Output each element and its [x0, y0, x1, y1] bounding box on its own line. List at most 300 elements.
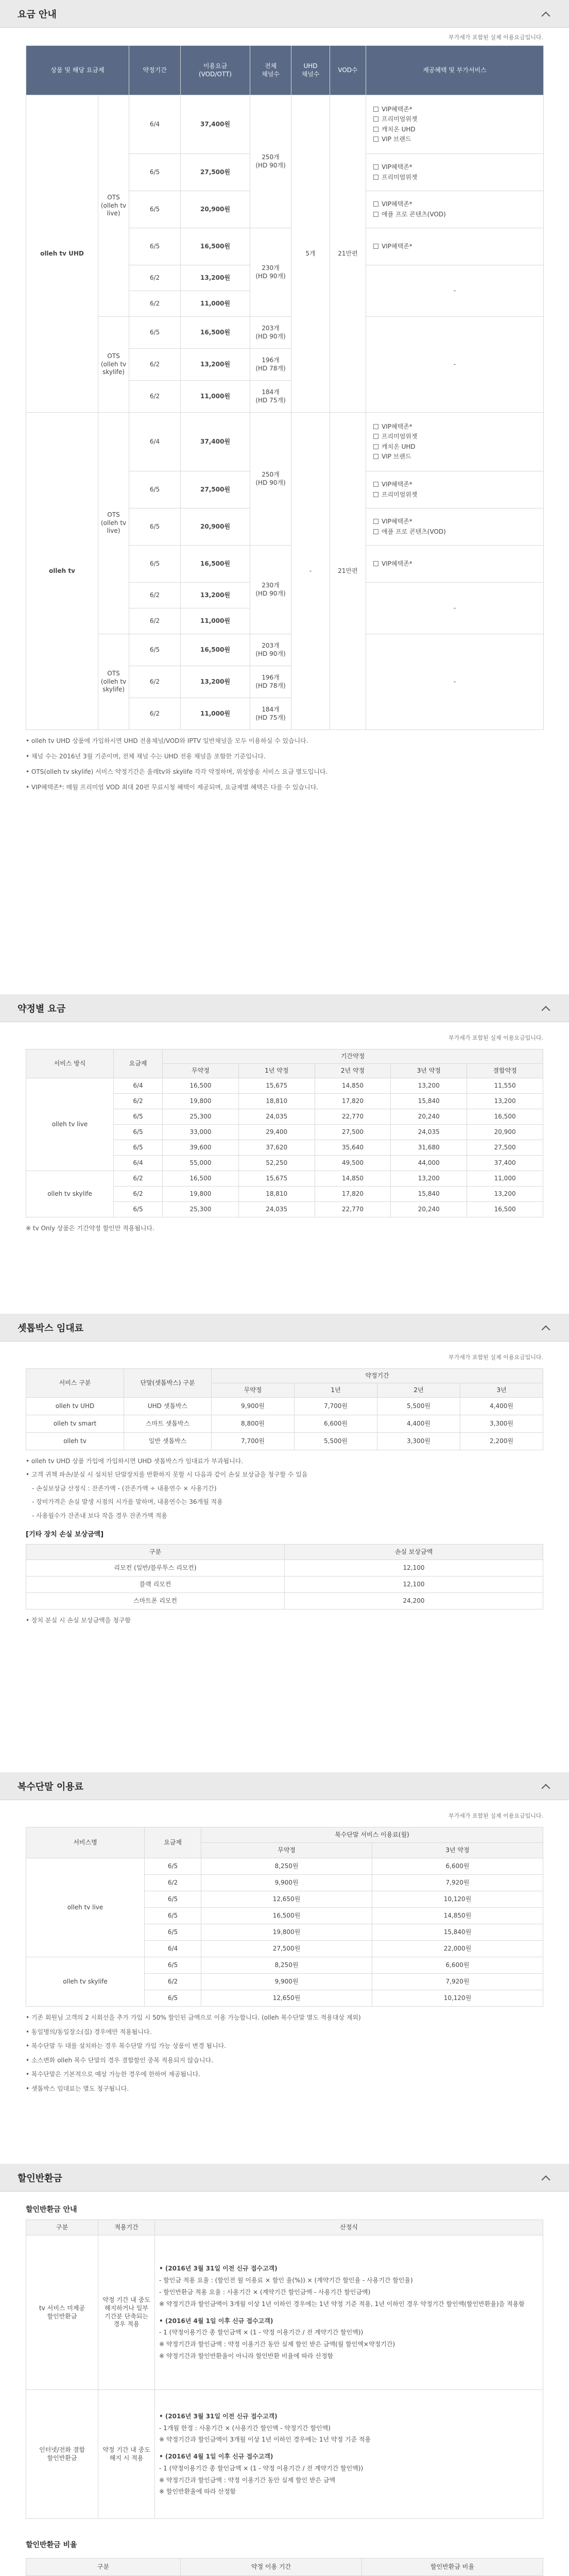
checkbox-icon: [373, 482, 378, 487]
fee-cell: 20,900원: [181, 191, 250, 228]
note-line: • 동일명의/동일장소(집) 경우에만 적용됩니다.: [26, 2028, 152, 2036]
table-cell: 9,900원: [201, 1974, 372, 1990]
channel-cell: 184개 (HD 75개): [250, 698, 291, 730]
checkbox-icon: [373, 424, 378, 429]
table-cell: 7,700원: [212, 1433, 295, 1450]
fee-cell: 13,200원: [181, 349, 250, 381]
col-header: 2년 약정: [315, 1064, 391, 1078]
fee-cell: 13,200원: [181, 265, 250, 291]
table-cell: 6/2: [114, 1187, 163, 1202]
col-header: 무약정: [201, 1843, 372, 1858]
table-cell: 리모컨 (일반/블루투스 리모컨): [26, 1560, 285, 1576]
note-line: • olleh tv UHD 상품 가입에 가입하시면 UHD 셋톱박스가 임대료가 부과됩니다.: [26, 1458, 244, 1465]
table-cell: 20,240: [391, 1202, 467, 1217]
channel-cell: 230개 (HD 90개): [250, 546, 291, 634]
formula-line: - 할인금 적용 요율 : (할인전 월 이용료 × 할인 율(%)) × (계약기간 할인율 - 사용기간 할인율): [159, 2277, 413, 2284]
period-cell: 6/5: [129, 317, 181, 349]
benefit-item: [373, 134, 541, 144]
formula-line: ※ 약정기간과 할인금액이 3개월 이상 1년 이하인 경우에는 1년 약정 기준 적용: [159, 2436, 371, 2444]
formula-line: ※ 약정기간과 할인금액 : 약정 이용기간 동안 실제 할인 받은 금액(월 할인액×약정기간): [159, 2341, 395, 2348]
discount-section: [0, 2164, 569, 2576]
multi-table: [26, 1827, 543, 2007]
product-sub: OTS (olleh tv live): [98, 413, 129, 634]
table-cell: 22,000원: [372, 1941, 543, 1957]
period-cell: 6/2: [129, 265, 181, 291]
benefit-label: 애플 프로 콘텐츠(VOD): [382, 528, 446, 535]
benefit-label: VIP 브랜드: [382, 135, 411, 143]
settop-table: [26, 1368, 543, 1450]
uhd-cell: -: [291, 413, 330, 730]
settop-header[interactable]: [0, 1314, 569, 1342]
table-cell: 35,640: [315, 1140, 391, 1156]
col-header: 산정식: [155, 2220, 543, 2235]
benefit-item: [373, 105, 541, 114]
settop-notes: [0, 1454, 569, 1522]
table-row: [26, 1576, 543, 1592]
checkbox-icon: [373, 561, 378, 566]
fee-cell: 11,000원: [181, 381, 250, 413]
benefit-label: 프리미엄위젯: [382, 433, 418, 440]
checkbox-icon: [373, 107, 378, 112]
formula-line: ※ 약정기간과 할인반환율이 아니라 할인반환 비율에 따라 산정함: [159, 2352, 334, 2360]
table-cell: 24,035: [238, 1202, 315, 1217]
checkbox-icon: [373, 137, 378, 142]
chevron-up-icon[interactable]: [540, 1324, 551, 1331]
period-cell: 6/2: [129, 698, 181, 730]
chevron-up-icon[interactable]: [540, 1783, 551, 1790]
checkbox-icon: [373, 175, 378, 180]
channel-cell: 250개 (HD 90개): [250, 413, 291, 546]
table-cell: 4,400원: [377, 1415, 460, 1433]
col-header: 요금제: [145, 1827, 201, 1858]
table-cell: 6/2: [114, 1094, 163, 1109]
table-cell: olleh tv smart: [26, 1415, 124, 1433]
fee-guide-header[interactable]: [0, 0, 569, 28]
table-cell: 7,700원: [295, 1398, 377, 1415]
benefits-cell: [366, 154, 544, 191]
col-header: 약정기간: [212, 1369, 543, 1383]
table-cell: 6/2: [145, 1875, 201, 1891]
fee-cell: 16,500원: [181, 228, 250, 265]
table-cell: 15,840원: [372, 1924, 543, 1941]
benefit-item: [373, 490, 541, 500]
table-row: [26, 1858, 543, 1875]
benefits-cell: -: [366, 583, 544, 634]
period-cell: 6/2: [129, 583, 181, 608]
checkbox-icon: [373, 434, 378, 439]
contract-table: [26, 1049, 543, 1217]
table-cell: 6,600원: [295, 1415, 377, 1433]
col-header: 1년: [295, 1383, 377, 1398]
col-header: 구분: [26, 2558, 181, 2576]
table-cell: 16,500: [467, 1109, 543, 1125]
col-header: 단말(셋톱박스) 구분: [124, 1369, 212, 1398]
contract-section: [0, 994, 569, 1314]
period-cell: 6/5: [129, 509, 181, 546]
col-header: 3년: [460, 1383, 543, 1398]
period-cell: 6/5: [129, 471, 181, 509]
col-header: 요금제: [114, 1049, 163, 1078]
table-cell: 16,500: [467, 1202, 543, 1217]
fee-table: [26, 45, 544, 730]
channel-cell: 196개 (HD 78개): [250, 349, 291, 381]
benefits-cell: [366, 228, 544, 265]
table-cell: 25,300: [163, 1202, 239, 1217]
note-line: • 복수단말 두 대를 설치하는 경우 복수단말 가입 가능 상품이 변경 됩니다.: [26, 2042, 227, 2050]
col-header: 적용기간: [98, 2220, 155, 2235]
table-cell: 6/5: [145, 1858, 201, 1875]
note-line: • 기존 회원님 고객의 2 시회선을 추가 가입 시 50% 할인된 금액으로 이용 가능합니다. (olleh 복수단말 별도 적용대상 제외): [26, 2014, 361, 2021]
benefits-cell: [366, 413, 544, 471]
service-cell: olleh tv live: [26, 1078, 114, 1171]
col-header: 무약정: [212, 1383, 295, 1398]
settop-section: [0, 1314, 569, 1772]
note-line: - 사용월수가 잔존내 보다 작을 경우 잔존가액 적용: [32, 1512, 167, 1519]
table-cell: 29,400: [238, 1125, 315, 1140]
table-cell: 12,100: [285, 1576, 543, 1592]
formula-line: - 1 (약정이용기간 총 할인금액 × (1 - 약정 이용기간 / 전 계약기간 할인액)): [159, 2329, 364, 2336]
col-header: 상품 및 해당 요금제: [26, 46, 129, 95]
table-row: [26, 1415, 543, 1433]
benefit-item: [373, 517, 541, 527]
table-cell: 25,300: [163, 1109, 239, 1125]
table-cell: UHD 셋톱박스: [124, 1398, 212, 1415]
table-cell: 19,800원: [201, 1924, 372, 1941]
benefit-item: [373, 432, 541, 442]
formula-line: - 1개월 한정 : 사용기간 × (사용기간 할인액 - 약정기간 할인액): [159, 2424, 331, 2432]
table-cell: 5,500원: [295, 1433, 377, 1450]
table-cell: 27,500원: [201, 1941, 372, 1957]
fee-cell: 16,500원: [181, 317, 250, 349]
formula-title: • (2016년 3월 31일 이전 신규 접수고객): [159, 2412, 278, 2420]
table-row: [26, 95, 544, 154]
benefits-cell: [366, 191, 544, 228]
benefit-label: VIP혜택존*: [382, 242, 412, 250]
period-cell: 6/5: [129, 546, 181, 583]
table-cell: 7,920원: [372, 1875, 543, 1891]
fee-cell: 11,000원: [181, 608, 250, 634]
table-cell: 24,035: [238, 1109, 315, 1125]
period-cell: 6/4: [129, 413, 181, 471]
benefit-item: [373, 199, 541, 209]
col-header: 3년 약정: [391, 1064, 467, 1078]
benefit-label: VIP 브랜드: [382, 452, 411, 460]
col-header: 결합약정: [467, 1064, 543, 1078]
chevron-up-icon[interactable]: [540, 2174, 551, 2181]
table-cell: 10,120원: [372, 1990, 543, 2007]
benefit-label: VIP혜택존*: [382, 163, 412, 171]
table-cell: 13,200: [467, 1094, 543, 1109]
vat-note: 부가세가 포함된 실제 이용요금입니다.: [448, 1035, 543, 1041]
col-header: 복수단말 서비스 이용료(월): [201, 1827, 543, 1843]
table-row: [26, 1433, 543, 1450]
table-cell: 6/4: [114, 1156, 163, 1171]
table-cell: 37,400: [467, 1156, 543, 1171]
col-header: 할인반환금 비율: [362, 2558, 543, 2576]
benefits-cell: [366, 546, 544, 583]
vod-cell: 21만편: [330, 413, 366, 730]
benefit-label: 프리미엄위젯: [382, 173, 418, 181]
section-title: 복수단말 이용료: [18, 1781, 83, 1792]
checkbox-icon: [373, 116, 378, 122]
formula-line: - 할인반환금 적용 요율 : 사용기간 × (계약기간 할인금액 - 사용기간 할인금액): [159, 2288, 371, 2296]
loss-table: [26, 1544, 543, 1609]
fee-cell: 37,400원: [181, 413, 250, 471]
table-cell: 6/4: [114, 1078, 163, 1094]
checkbox-icon: [373, 444, 378, 449]
benefit-label: 프리미엄위젯: [382, 115, 418, 123]
table-cell: 20,900: [467, 1125, 543, 1140]
benefit-label: VIP혜택존*: [382, 106, 412, 113]
table-row: [26, 413, 544, 471]
table-cell: 16,500: [163, 1171, 239, 1187]
chevron-up-icon[interactable]: [540, 10, 551, 18]
formula-cell: [155, 2390, 543, 2519]
product-sub: OTS (olleh tv skylife): [98, 317, 129, 413]
ratio-table: [26, 2558, 543, 2576]
note-line: • 소스변화 olleh 복수 단말의 경우 결합할인 중복 적용되지 않습니다.: [26, 2056, 214, 2064]
table-cell: 49,500: [315, 1156, 391, 1171]
col-header: UHD 채널수: [291, 46, 330, 95]
channel-cell: 230개 (HD 90개): [250, 228, 291, 317]
checkbox-icon: [373, 492, 378, 497]
section-title: 요금 안내: [18, 9, 57, 20]
note-line: - 손실보상금 산정식 : 잔존가액 - (잔존가액 ÷ 내용연수 × 사용기간): [32, 1484, 217, 1492]
benefits-cell: [366, 509, 544, 546]
fee-notes: [0, 733, 569, 795]
channel-cell: 203개 (HD 90개): [250, 317, 291, 349]
contract-note: ※ tv Only 상품은 기간약정 할인만 적용됩니다.: [26, 1225, 154, 1232]
benefit-label: 애플 프로 콘텐츠(VOD): [382, 210, 446, 218]
table-cell: 24,200: [285, 1592, 543, 1609]
table-cell: 22,770: [315, 1109, 391, 1125]
discount-header[interactable]: [0, 2164, 569, 2192]
period-cell: 6/2: [129, 666, 181, 698]
table-cell: 52,250: [238, 1156, 315, 1171]
benefit-item: [373, 422, 541, 432]
product-name: olleh tv: [26, 413, 98, 730]
chevron-up-icon[interactable]: [540, 1005, 551, 1012]
fee-cell: 16,500원: [181, 634, 250, 666]
table-cell: 6/2: [145, 1974, 201, 1990]
table-cell: olleh tv: [26, 1433, 124, 1450]
checkbox-icon: [373, 212, 378, 217]
benefit-label: 캐치온 UHD: [382, 443, 416, 450]
benefit-label: VIP혜택존*: [382, 518, 412, 526]
period-cell: 6/2: [129, 291, 181, 317]
table-row: [26, 1592, 543, 1609]
row-label: 인터넷/전화 결합 할인반환금: [26, 2390, 98, 2519]
table-cell: 8,250원: [201, 1957, 372, 1974]
ratio-title: 할인반환금 비율: [26, 2541, 77, 2549]
benefit-item: [373, 242, 541, 251]
table-cell: 6/5: [114, 1202, 163, 1217]
benefit-item: [373, 114, 541, 124]
table-cell: 37,620: [238, 1140, 315, 1156]
discount-guide-table: [26, 2219, 543, 2519]
benefit-item: [373, 559, 541, 569]
checkbox-icon: [373, 244, 378, 249]
table-cell: 14,850: [315, 1078, 391, 1094]
benefit-label: VIP혜택존*: [382, 423, 412, 431]
note-line: - 장비가격은 손실 발생 시점의 시가를 말하며, 내용연수는 36개월 적용: [32, 1498, 223, 1506]
checkbox-icon: [373, 127, 378, 132]
checkbox-icon: [373, 519, 378, 524]
col-header: 서비스명: [26, 1827, 145, 1858]
vat-note: 부가세가 포함된 실제 이용요금입니다.: [448, 1812, 543, 1819]
period-cell: 6/5: [129, 191, 181, 228]
period-cell: 6/5: [129, 154, 181, 191]
period-cell: 6/2: [129, 349, 181, 381]
fee-guide-section: [0, 0, 569, 994]
period-cell: 6/5: [129, 228, 181, 265]
formula-line: ※ 할인반환율에 따라 산정함: [159, 2488, 236, 2496]
table-cell: 17,820: [315, 1094, 391, 1109]
product-sub: OTS (olleh tv skylife): [98, 634, 129, 730]
table-cell: 스마트폰 리모컨: [26, 1592, 285, 1609]
table-cell: 13,200: [391, 1171, 467, 1187]
benefit-label: VIP혜택존*: [382, 560, 412, 567]
vat-note: 부가세가 포함된 실제 이용요금입니다.: [448, 34, 543, 41]
benefits-cell: -: [366, 317, 544, 413]
note-line: • OTS(olleh tv skylife) 서비스 약정기간은 올레tv와 skylife 각각 약정하며, 위성방송 서비스 요금 별도입니다.: [26, 768, 328, 775]
checkbox-icon: [373, 529, 378, 534]
contract-header[interactable]: [0, 994, 569, 1022]
benefit-item: [373, 210, 541, 219]
channel-cell: 203개 (HD 90개): [250, 634, 291, 666]
table-cell: 2,200원: [460, 1433, 543, 1450]
table-row: [26, 1560, 543, 1576]
table-cell: 55,000: [163, 1156, 239, 1171]
table-cell: 6/5: [145, 1908, 201, 1924]
formula-title: • (2016년 4월 1일 이후 신규 접수고객): [159, 2317, 273, 2325]
checkbox-icon: [373, 201, 378, 207]
table-cell: 일반 셋톱박스: [124, 1433, 212, 1450]
table-cell: 9,900원: [201, 1875, 372, 1891]
formula-title: • (2016년 3월 31일 이전 신규 접수고객): [159, 2265, 278, 2273]
table-cell: 6/5: [145, 1990, 201, 2007]
table-cell: 15,840: [391, 1094, 467, 1109]
table-cell: 10,120원: [372, 1891, 543, 1908]
channel-cell: 184개 (HD 75개): [250, 381, 291, 413]
fee-cell: 16,500원: [181, 546, 250, 583]
note-line: • 채널 수는 2016년 3월 기준이며, 전체 채널 수는 UHD 전용 채널을 포함한 기준입니다.: [26, 753, 266, 760]
table-row: [26, 634, 544, 666]
table-cell: 6/5: [114, 1109, 163, 1125]
formula-line: ※ 약정기간과 할인금액 : 약정 이용기간 동안 실제 할인 받은 금액: [159, 2476, 336, 2484]
channel-cell: 196개 (HD 78개): [250, 666, 291, 698]
table-cell: 11,000: [467, 1171, 543, 1187]
table-cell: 6,600원: [372, 1858, 543, 1875]
checkbox-icon: [373, 454, 378, 459]
loss-note: • 장치 분실 시 손실 보상금액을 청구함: [26, 1616, 131, 1624]
col-header: 약정기간: [129, 46, 181, 95]
table-cell: 6/4: [145, 1941, 201, 1957]
benefit-label: VIP혜택존*: [382, 200, 412, 208]
table-cell: 9,900원: [212, 1398, 295, 1415]
benefit-label: VIP혜택존*: [382, 481, 412, 488]
multi-notes: [0, 2011, 569, 2096]
fee-cell: 13,200원: [181, 666, 250, 698]
table-cell: 8,800원: [212, 1415, 295, 1433]
table-cell: 16,500: [163, 1078, 239, 1094]
table-cell: 16,500원: [201, 1908, 372, 1924]
table-cell: 8,250원: [201, 1858, 372, 1875]
col-header: 2년: [377, 1383, 460, 1398]
col-header: VOD수: [330, 46, 366, 95]
benefit-label: 캐치온 UHD: [382, 125, 416, 133]
table-cell: 6/5: [145, 1924, 201, 1941]
benefits-cell: [366, 471, 544, 509]
guide-title: 할인반환금 안내: [26, 2206, 77, 2214]
col-header: 기간약정: [163, 1049, 543, 1064]
table-cell: 11,550: [467, 1078, 543, 1094]
table-cell: 12,650원: [201, 1891, 372, 1908]
note-line: • 고객 귀책 파손/분실 시 설치된 단말장치를 반환하지 못할 시 다음과 같이 손실 보상금을 청구할 수 있음: [26, 1471, 308, 1479]
table-cell: 33,000: [163, 1125, 239, 1140]
table-cell: 15,840: [391, 1187, 467, 1202]
table-cell: 12,650원: [201, 1990, 372, 2007]
table-cell: 27,500: [315, 1125, 391, 1140]
benefit-label: 프리미엄위젯: [382, 490, 418, 498]
table-cell: 15,675: [238, 1171, 315, 1187]
uhd-cell: 5개: [291, 95, 330, 413]
benefits-cell: -: [366, 634, 544, 730]
note-line: • 셋톱박스 임대료는 별도 청구됩니다.: [26, 2084, 129, 2092]
multi-section: [0, 1772, 569, 2164]
col-header: 제공혜택 및 부가서비스: [366, 46, 544, 95]
benefit-item: [373, 125, 541, 134]
table-cell: 6/5: [145, 1891, 201, 1908]
table-cell: 22,770: [315, 1202, 391, 1217]
section-title: 셋톱박스 임대료: [18, 1323, 83, 1334]
table-cell: 18,810: [238, 1187, 315, 1202]
benefit-item: [373, 452, 541, 462]
col-header: 손실 보상금액: [285, 1544, 543, 1560]
fee-cell: 20,900원: [181, 509, 250, 546]
period-cell: 6/2: [129, 608, 181, 634]
table-row: [26, 317, 544, 349]
col-header: 3년 약정: [372, 1843, 543, 1858]
channel-cell: 250개 (HD 90개): [250, 95, 291, 228]
fee-cell: 37,400원: [181, 95, 250, 154]
fee-cell: 27,500원: [181, 471, 250, 509]
table-cell: 12,100: [285, 1560, 543, 1576]
table-row: [26, 1957, 543, 1974]
table-cell: 블랙 리모컨: [26, 1576, 285, 1592]
note-line: • VIP혜택존*: 매월 프리미엄 VOD 최대 20편 무료시청 혜택이 제공되며, 요금제별 혜택은 다를 수 있습니다.: [26, 784, 318, 791]
table-cell: 스마트 셋톱박스: [124, 1415, 212, 1433]
service-cell: olleh tv live: [26, 1858, 145, 1957]
section-title: 약정별 요금: [18, 1003, 66, 1014]
table-cell: 13,200: [391, 1078, 467, 1094]
table-cell: 14,850: [315, 1171, 391, 1187]
formula-line: ※ 약정기간과 할인금액이 3개월 이상 1년 이하인 경우에는 1년 약정 기준 적용, 1년 이하인 경우 약정기간 할인액(할인반환율)을 적용함: [159, 2300, 525, 2308]
benefits-cell: -: [366, 265, 544, 317]
fee-cell: 11,000원: [181, 291, 250, 317]
table-cell: 15,675: [238, 1078, 315, 1094]
period-cell: 6/5: [129, 634, 181, 666]
period-cell: 6/4: [129, 95, 181, 154]
loss-title: [기타 장치 손실 보상금액]: [26, 1530, 104, 1538]
section-title: 할인반환금: [18, 2173, 62, 2184]
multi-header[interactable]: [0, 1772, 569, 1800]
benefit-item: [373, 162, 541, 172]
table-cell: 5,500원: [377, 1398, 460, 1415]
product-sub: OTS (olleh tv live): [98, 95, 129, 317]
formula-cell: [155, 2235, 543, 2390]
note-line: • 복수단말은 기본적으로 예상 가능한 경우에 한하여 제공됩니다.: [26, 2071, 200, 2078]
